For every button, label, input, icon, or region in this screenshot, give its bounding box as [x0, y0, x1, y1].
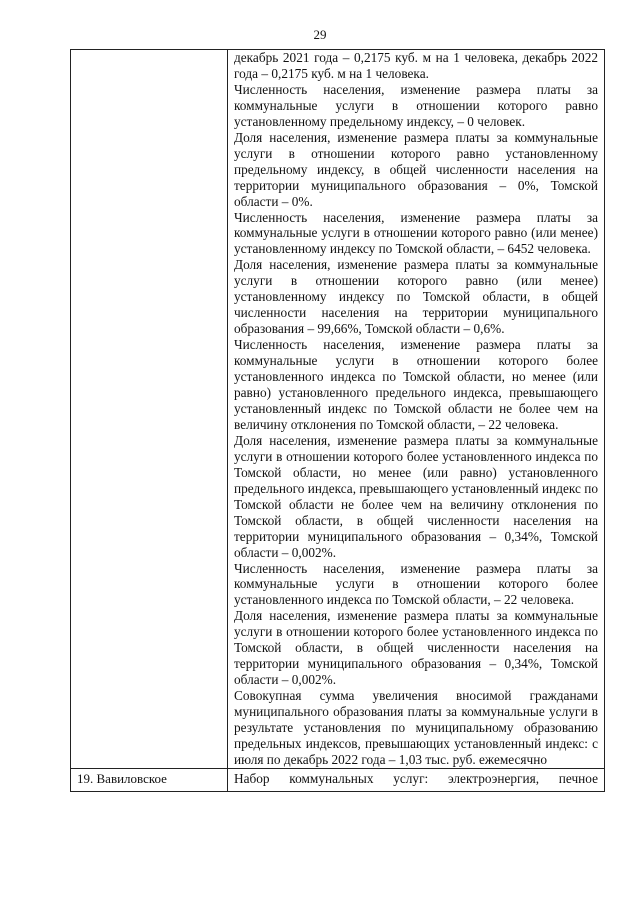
paragraph: Доля населения, изменение размера платы за коммунальные услуги в отношении которого равно (или менее) установленному индексу по Томской области, в общей численности населения на территории муниципального образования – 99,66%, Томской области – 0,6%. [234, 257, 598, 337]
table-row [71, 768, 605, 791]
paragraph: декабрь 2021 года – 0,2175 куб. м на 1 человека, декабрь 2022 года – 0,2175 куб. м на 1 человека. [234, 50, 598, 81]
page-number: 29 [313, 27, 327, 42]
municipality-cell [71, 50, 228, 769]
paragraph: Доля населения, изменение размера платы за коммунальные услуги в отношении которого более установленного индекса по Томской области, в общей численности населения на территории муниципального образования – 0,34%, Томской области – 0,002%. [234, 608, 598, 688]
paragraph: Численность населения, изменение размера платы за коммунальные услуги в отношении которого равно (или менее) установленному индексу по Томской области, – 6452 человека. [234, 209, 598, 257]
paragraph: Совокупная сумма увеличения вносимой гражданами муниципального образования платы за коммунальные услуги в результате установления по муниципальному образованию предельных индексов, превышающих установленный индекс: с июля по декабрь 2022 года – 1,03 тыс. руб. ежемесячно [234, 688, 598, 767]
paragraph: Численность населения, изменение размера платы за коммунальные услуги в отношении которого более установленного индекса по Томской области, но менее (или равно) установленного предельного индекса, превышающего установленный индекс по Томской области не более чем на величину отклонения по Томской области, – 22 человека. [234, 337, 598, 432]
description-cell [228, 50, 605, 769]
paragraph: Доля населения, изменение размера платы за коммунальные услуги в отношении которого равно установленному предельному индексу, в общей численности населения на территории муниципального образования – 0%, Томской области – 0%. [234, 129, 598, 209]
table-row [71, 50, 605, 769]
municipality-table [70, 49, 605, 792]
paragraph: Численность населения, изменение размера платы за коммунальные услуги в отношении которого более установленного индекса по Томской области, – 22 человека. [234, 560, 598, 608]
description-cell: Набор коммунальных услуг: электроэнергия, печное [228, 768, 605, 791]
paragraph: Численность населения, изменение размера платы за коммунальные услуги в отношении которого равно установленному предельному индексу, – 0 человек. [234, 81, 598, 129]
paragraph: Доля населения, изменение размера платы за коммунальные услуги в отношении которого более установленного индекса по Томской области, но менее (или равно) установленного предельного индекса, превышающего установленный индекс по Томской области не более чем на величину отклонения по Томской области, в общей численности населения на территории муниципального образования – 0,34%, Томской области – 0,002%. [234, 432, 599, 560]
municipality-cell: 19. Вавиловское [71, 768, 228, 791]
